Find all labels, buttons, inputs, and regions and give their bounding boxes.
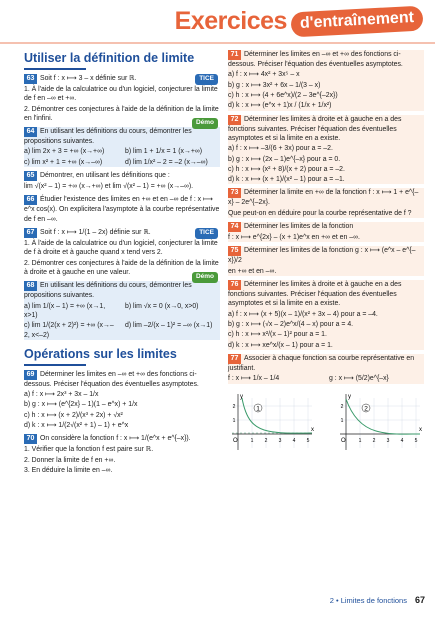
exercise-item: b) g : x ⟼ 3x² + 6x – 1/(3 – x)	[228, 81, 321, 89]
function-f: f : x ⟼ 1/x – 1/4	[228, 375, 280, 383]
left-column	[24, 50, 220, 479]
x-tick: 1	[250, 437, 254, 444]
page-number: 67	[414, 595, 425, 605]
exercise-number: 77	[228, 354, 241, 364]
exercise-76	[228, 280, 424, 350]
exercise-75	[228, 246, 424, 276]
exercise-item: d) k : x ⟼ (x + 1)/(x² – 1) pour a = –1.	[228, 176, 345, 184]
exercise-intro: Soit f : x ⟼ 3 – x définie sur ℝ.	[40, 74, 137, 82]
exercise-intro: Déterminer les limites en –∞ et +∞ des fonctions ci-dessous. Préciser l'équation des éventuelles asymptotes.	[228, 51, 403, 68]
tice-badge: TICE	[195, 74, 218, 85]
function-g: g : x ⟼ (5/2)e^{–x}	[329, 375, 389, 383]
y-tick: 1	[232, 417, 236, 424]
y-axis-label: y	[240, 393, 243, 400]
exercise-item: c) h : x ⟼ x²/(x – 1)² pour a = 1.	[228, 331, 327, 339]
exercise-77	[228, 354, 424, 384]
exercise-65	[24, 171, 220, 191]
origin-label: O	[341, 437, 346, 444]
exercise-number: 65	[24, 171, 37, 181]
exercise-number: 70	[24, 434, 37, 444]
graph-1	[228, 390, 316, 456]
exercise-item: a) f : x ⟼ 2x³ + 3x – 1/x	[24, 391, 99, 398]
exercise-question: 2. Donner la limite de f en +∞.	[24, 456, 116, 464]
exercise-number: 73	[228, 188, 241, 198]
origin-label: O	[233, 437, 238, 444]
exercise-number: 74	[228, 222, 241, 232]
x-tick: 1	[358, 437, 362, 444]
graphs-row	[228, 390, 424, 456]
exercise-number: 64	[24, 127, 37, 137]
exercise-intro: Soit f : x ⟼ 1/(1 – 2x) définie sur ℝ.	[40, 229, 151, 236]
exercise-item: b) g : x ⟼ (2x – 1)e^{–x} pour a = 0.	[228, 155, 341, 163]
exercise-67	[24, 228, 220, 277]
graph-2	[336, 390, 424, 456]
exercise-item: b) lim √x = 0 (x→0, x>0)	[125, 302, 199, 310]
y-axis-label: y	[348, 393, 351, 400]
exercise-item: b) lim 1 + 1/x = 1 (x→+∞)	[125, 148, 203, 156]
x-tick: 4	[400, 437, 404, 444]
exercise-item: d) lim –2/(x – 1)² = –∞ (x→1)	[125, 322, 213, 330]
exercise-66	[24, 195, 220, 224]
page-title: Exercices	[174, 6, 287, 35]
right-column	[228, 50, 424, 456]
x-axis-label: x	[419, 426, 422, 433]
exercise-item: c) h : x ⟼ (x² + 8)/(x + 2) pour a = –2.	[228, 165, 345, 173]
x-axis-label: x	[311, 426, 314, 433]
x-tick: 3	[278, 437, 282, 444]
x-tick: 3	[386, 437, 390, 444]
exercise-item: lim √(x² – 1) = +∞ (x→+∞) et lim √(x² – 1) = +∞ (x→–∞).	[24, 183, 194, 191]
exercise-item: c) h : x ⟼ (4 + 6e^x)/(2 – 3e^{–2x})	[228, 91, 338, 99]
header-rule	[0, 42, 435, 44]
exercise-item: en +∞ et en –∞.	[228, 267, 277, 275]
exercise-number: 76	[228, 280, 241, 290]
x-tick: 2	[264, 437, 268, 444]
exercise-69	[24, 370, 220, 431]
exercise-intro: Déterminer les limites à droite et à gauche en a des fonctions suivantes. Préciser l'équation des éventuelles asymptotes et si la limite en a existe.	[228, 281, 402, 308]
exercise-item: c) h : x ⟼ (x + 2)/(x³ + 2x) + √x²	[24, 411, 123, 419]
exercise-item: a) f : x ⟼ (x + 5)(x – 1)/(x² + 3x – 4) pour a = –4.	[228, 310, 378, 318]
exercise-intro: Déterminer les limites de la fonction g : x ⟼ (e^x – e^{–x})/2	[228, 247, 416, 265]
exercise-item: d) lim 1/x² – 2 = –2 (x→–∞)	[125, 158, 208, 166]
exercise-question: 1. À l'aide de la calculatrice ou d'un logiciel, conjecturer la limite de f à droite et à gauche quand x tend vers 2.	[24, 240, 218, 257]
curve-1	[242, 398, 312, 433]
x-tick: 5	[414, 437, 418, 444]
exercise-item: a) f : x ⟼ –3/(6 + 3x) pour a = –2.	[228, 145, 333, 153]
exercise-item: a) lim 2x + 3 = +∞ (x→+∞)	[24, 148, 105, 156]
section-title-definition: Utiliser la définition de limite	[24, 50, 220, 70]
x-tick: 2	[372, 437, 376, 444]
exercise-70	[24, 434, 220, 475]
exercise-question: Que peut-on en déduire pour la courbe représentative de f ?	[228, 209, 412, 217]
graph-label: 1	[256, 405, 260, 412]
exercise-intro: On considère la fonction f : x ⟼ 1/(e^x + e^{–x}).	[40, 435, 191, 443]
exercise-text: Étudier l'existence des limites en +∞ et en –∞ de f : x ⟼ e^x cos(x). On explicitera l'asymptote à la courbe représentative de f en –∞.	[24, 196, 220, 223]
curve-2	[346, 399, 420, 434]
exercise-68	[24, 273, 220, 340]
graph-1-svg	[228, 390, 316, 456]
exercise-item: d) k : x ⟼ 1/(2√(x² + 1) – 1) + e^x	[24, 421, 129, 429]
exercise-item: f : x ⟼ e^{2x} – (x + 1)e^x en +∞ et en –∞.	[228, 234, 360, 242]
exercise-intro: Associer à chaque fonction sa courbe représentative en justifiant.	[228, 354, 415, 372]
page-footer	[330, 595, 425, 605]
graph-grid	[340, 398, 420, 448]
exercise-63	[24, 74, 220, 123]
y-tick: 2	[340, 403, 344, 410]
graph-label: 2	[364, 405, 368, 412]
page-subtitle-pill: d'entraînement	[290, 5, 423, 37]
chapter-label: 2 • Limites de fonctions	[329, 595, 407, 605]
exercise-question: 2. Démontrer ces conjectures à l'aide de la définition de la limite à droite et à gauche en une valeur.	[24, 259, 219, 276]
demo-badge: Démo	[192, 118, 218, 129]
exercise-64	[24, 119, 220, 167]
exercise-72	[228, 115, 424, 185]
y-tick: 2	[232, 403, 236, 410]
exercise-number: 66	[24, 195, 37, 205]
exercise-number: 63	[24, 74, 37, 84]
exercise-number: 69	[24, 370, 37, 380]
exercise-number: 72	[228, 115, 241, 125]
page-header	[175, 3, 423, 39]
exercise-number: 68	[24, 281, 37, 291]
exercise-question: 1. À l'aide de la calculatrice ou d'un logiciel, conjecturer la limite de f en –∞ et +∞.	[24, 85, 218, 103]
exercise-intro: Déterminer les limites à droite et à gauche en a des fonctions suivantes. Préciser l'équation des éventuelles asymptotes et si la limite en a existe.	[228, 115, 402, 142]
exercise-question: 2. Démontrer ces conjectures à l'aide de la définition de la limite en l'infini.	[24, 105, 219, 122]
x-tick: 4	[292, 437, 296, 444]
section-title-operations: Opérations sur les limites	[24, 346, 220, 366]
exercise-number: 67	[24, 228, 37, 238]
exercise-item: a) f : x ⟼ 4x² + 3x⁵ – x	[228, 71, 300, 79]
exercise-74	[228, 222, 424, 242]
section-rule	[24, 364, 86, 366]
graph-2-svg	[336, 390, 424, 456]
tice-badge: TICE	[195, 228, 218, 239]
exercise-item: b) g : x ⟼ (e^{2x} – 1)(1 – e^x) + 1/x	[24, 401, 138, 409]
x-tick: 5	[306, 437, 310, 444]
exercise-intro: Déterminer les limites en –∞ et +∞ des fonctions ci-dessous. Préciser l'équation des éventuelles asymptotes.	[24, 370, 199, 388]
exercise-intro: Déterminer les limites de la fonction	[244, 223, 354, 231]
exercise-question: 1. Vérifier que la fonction f est paire sur ℝ.	[24, 446, 154, 454]
exercise-item: d) k : x ⟼ (e^x + 1)x / (1/x + 1/x²)	[228, 102, 332, 110]
exercise-intro: En utilisant les définitions du cours, démontrer les propositions suivantes.	[24, 128, 192, 146]
exercise-number: 75	[228, 246, 241, 256]
exercise-item: b) g : x ⟼ (√x – 2)e^x/(4 – x) pour a = 4.	[228, 320, 354, 328]
exercise-number: 71	[228, 50, 241, 60]
exercise-question: 3. En déduire la limite en –∞.	[24, 466, 113, 474]
exercise-item: c) lim x² + 1 = +∞ (x→–∞)	[24, 158, 103, 166]
exercise-73	[228, 188, 424, 218]
exercise-71	[228, 50, 424, 111]
exercise-item: c) lim 1/(2(x + 2)²) = +∞ (x→–2, x<–2)	[24, 322, 114, 339]
exercise-intro: Démontrer, en utilisant les définitions que :	[40, 172, 170, 180]
demo-badge: Démo	[192, 272, 218, 283]
y-tick: 1	[340, 417, 344, 424]
exercise-item: d) k : x ⟼ xe^x/(x – 1) pour a = 1.	[228, 341, 333, 349]
section-rule	[24, 68, 86, 70]
exercise-item: a) lim 1/(x – 1) = +∞ (x→1, x>1)	[24, 302, 106, 319]
exercise-intro: En utilisant les définitions du cours, démontrer les propositions suivantes.	[24, 282, 192, 300]
exercise-intro: Déterminer la limite en +∞ de la fonction f : x ⟼ 1 + e^{–x} – 2e^{–2x}.	[228, 189, 419, 207]
